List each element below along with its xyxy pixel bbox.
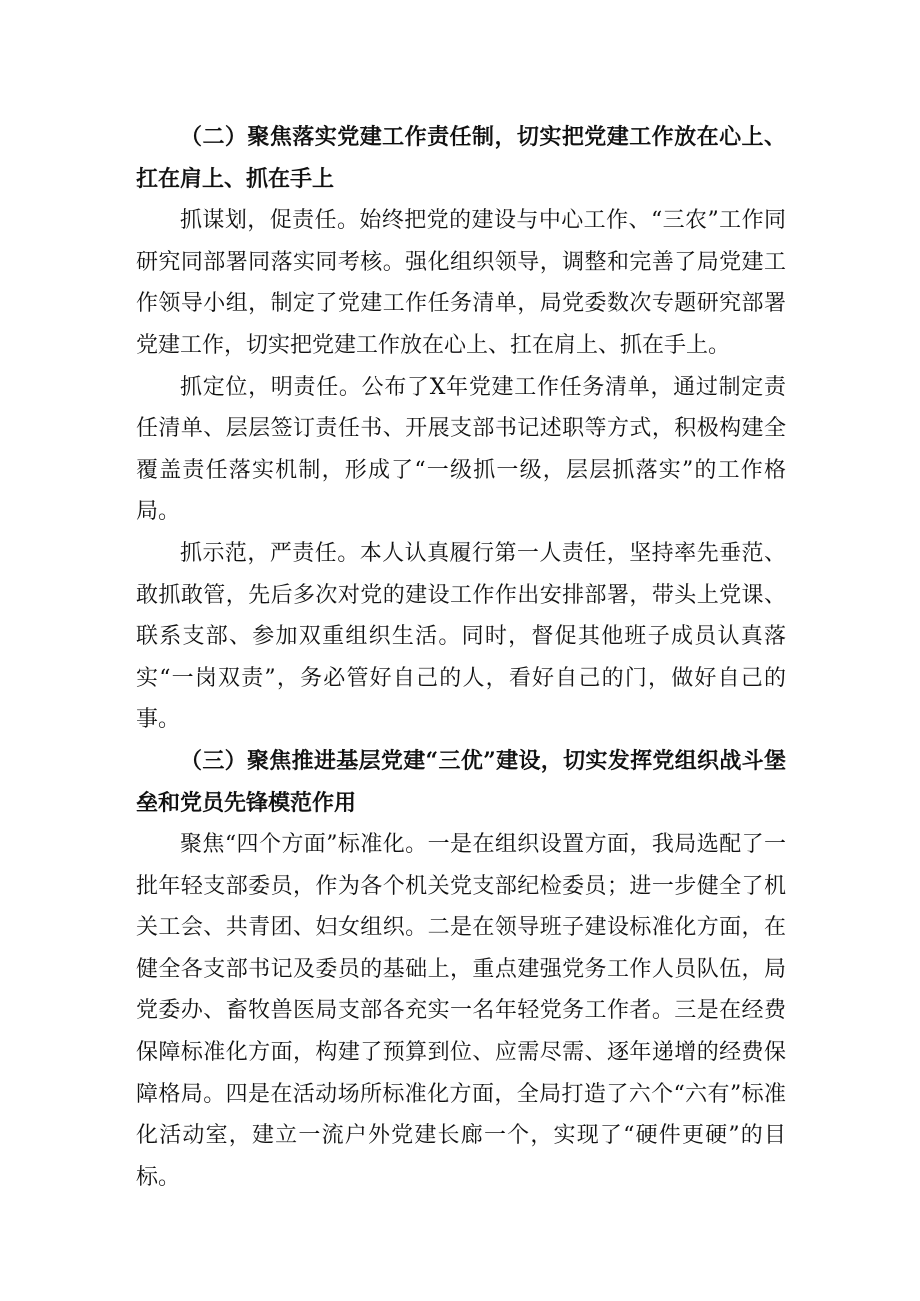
paragraph-demonstration: 抓示范，严责任。本人认真履行第一人责任，坚持率先垂范、敢抓敢管，先后多次对党的建设工作作出安排部署，带头上党课、联系支部、参加双重组织生活。同时，督促其他班子成员认真落实“一岗双责”，务必管好自己的人，看好自己的门，做好自己的事。	[136, 540, 786, 733]
paragraph-standardization: 聚焦“四个方面”标准化。一是在组织设置方面，我局选配了一批年轻支部委员，作为各个机关党支部纪检委员；进一步健全了机关工会、共青团、妇女组织。二是在领导班子建设标准化方面，在健全各支部书记及委员的基础上，重点建强党务工作人员队伍，局党委办、畜牧兽医局支部各充实一名年轻党务工作者。三是在经费保障标准化方面，构建了预算到位、应需尽需、逐年递增的经费保障格局。四是在活动场所标准化方面，全局打造了六个“六有”标准化活动室，建立一流户外党建长廊一个，实现了“硬件更硬”的目标。	[136, 832, 786, 1190]
section-heading-2: （二）聚焦落实党建工作责任制，切实把党建工作放在心上、扛在肩上、抓在手上	[136, 124, 786, 192]
paragraph-positioning: 抓定位，明责任。公布了X年党建工作任务清单，通过制定责任清单、层层签订责任书、开展支部书记述职等方式，积极构建全覆盖责任落实机制，形成了“一级抓一级，层层抓落实”的工作格局。	[136, 374, 786, 525]
paragraph-planning: 抓谋划，促责任。始终把党的建设与中心工作、“三农”工作同研究同部署同落实同考核。强化组织领导，调整和完善了局党建工作领导小组，制定了党建工作任务清单，局党委数次专题研究部署党建工作，切实把党建工作放在心上、扛在肩上、抓在手上。	[136, 208, 786, 358]
section-heading-3: （三）聚焦推进基层党建“三优”建设，切实发挥党组织战斗堡垒和党员先锋模范作用	[136, 747, 786, 816]
document-page	[136, 117, 786, 1198]
